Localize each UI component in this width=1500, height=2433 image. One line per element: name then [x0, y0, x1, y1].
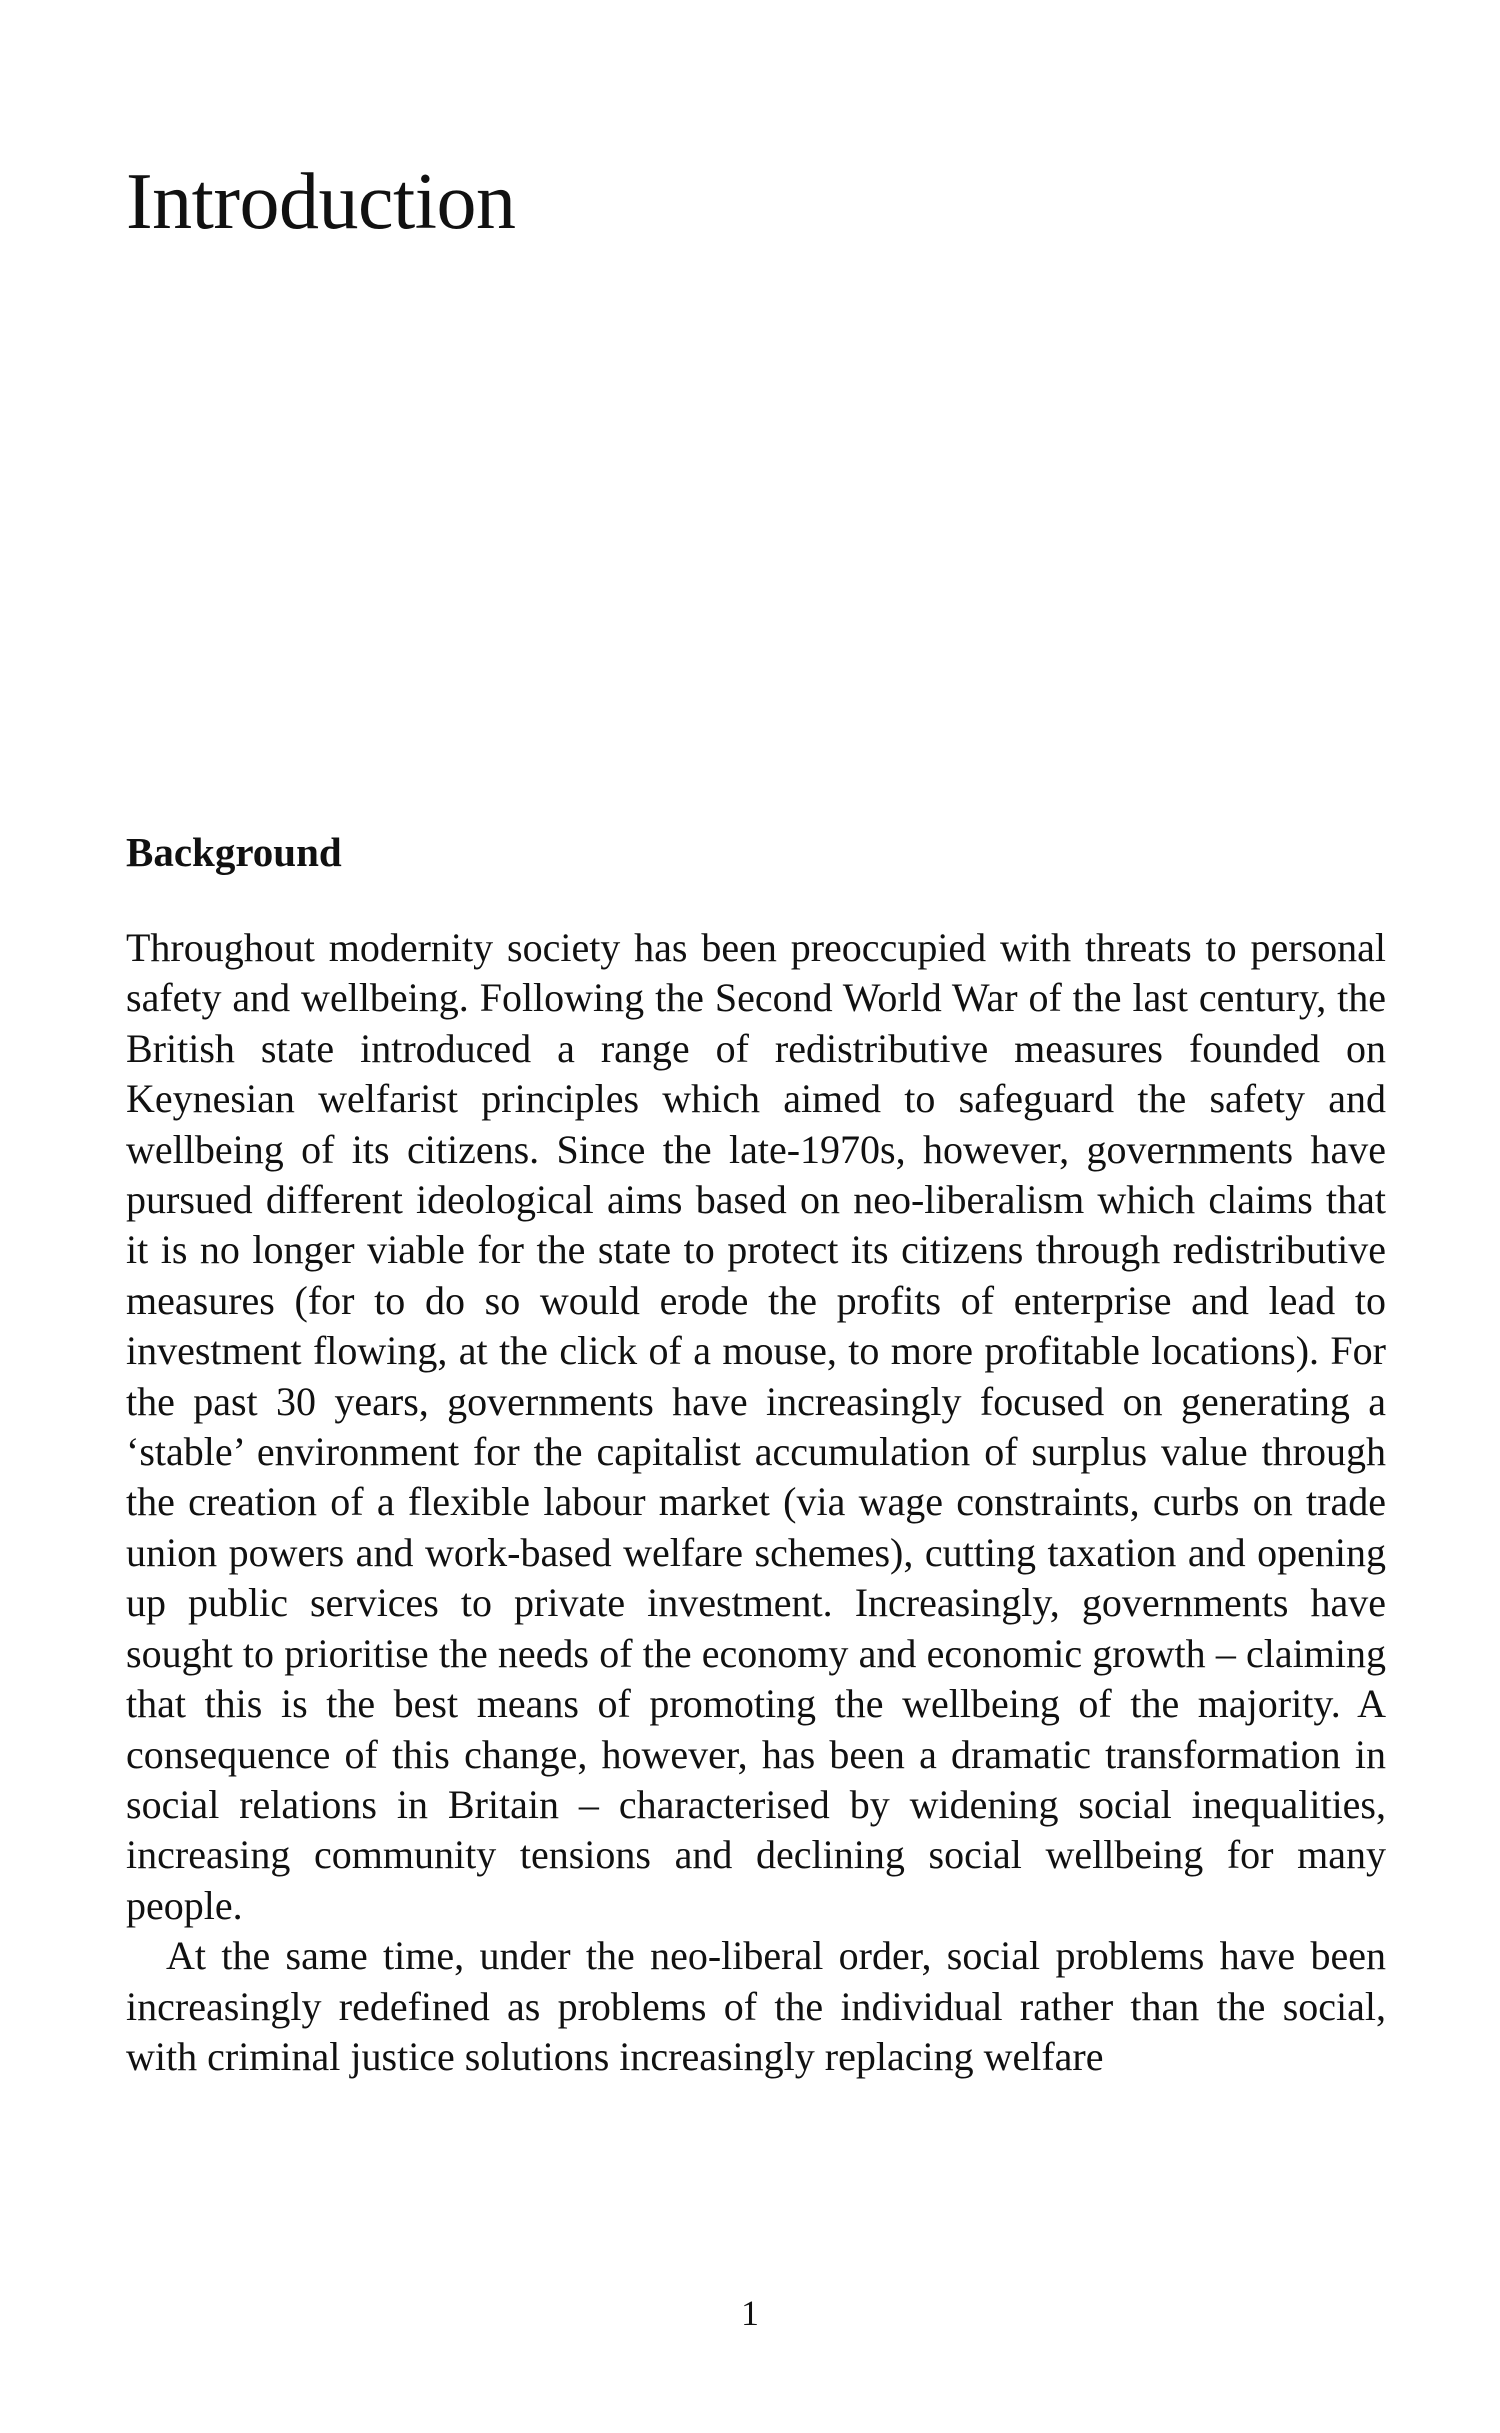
section-heading: Background [126, 829, 342, 875]
paragraph-2: At the same time, under the neo-liberal order, social problems have been increasingly redefined as problems of the individual rather than the social, with criminal justice solutions increasingly replacing welfare [126, 1933, 1386, 2079]
body-text [126, 923, 1386, 2082]
chapter-title: Introduction [126, 158, 516, 246]
page-number: 1 [741, 2293, 759, 2333]
paragraph-1: Throughout modernity society has been preoccupied with threats to personal safety and wellbeing. Following the Second World War of the last century, the British state introduced a range of redistributive measures founded on Keynesian welfarist principles which aimed to safeguard the safety and wellbeing of its citizens. Since the late-1970s, however, governments have pursued different ideological aims based on neo-liberalism which claims that it is no longer viable for the state to protect its citizens through redistributive measures (for to do so would erode the profits of enterprise and lead to investment flowing, at the click of a mouse, to more profitable locations). For the past 30 years, governments have increasingly focused on generating a ‘stable’ environment for the capitalist accumulation of surplus value through the creation of a flexible labour market (via wage constraints, curbs on trade union powers and work-based welfare schemes), cutting taxation and opening up public services to private investment. Increasingly, governments have sought to prioritise the needs of the economy and economic growth – claiming that this is the best means of promoting the wellbeing of the majority. A consequence of this change, however, has been a dramatic transformation in social relations in Britain – characterised by widening social inequalities, increasing community tensions and declining social wellbeing for many people. [126, 925, 1386, 1928]
